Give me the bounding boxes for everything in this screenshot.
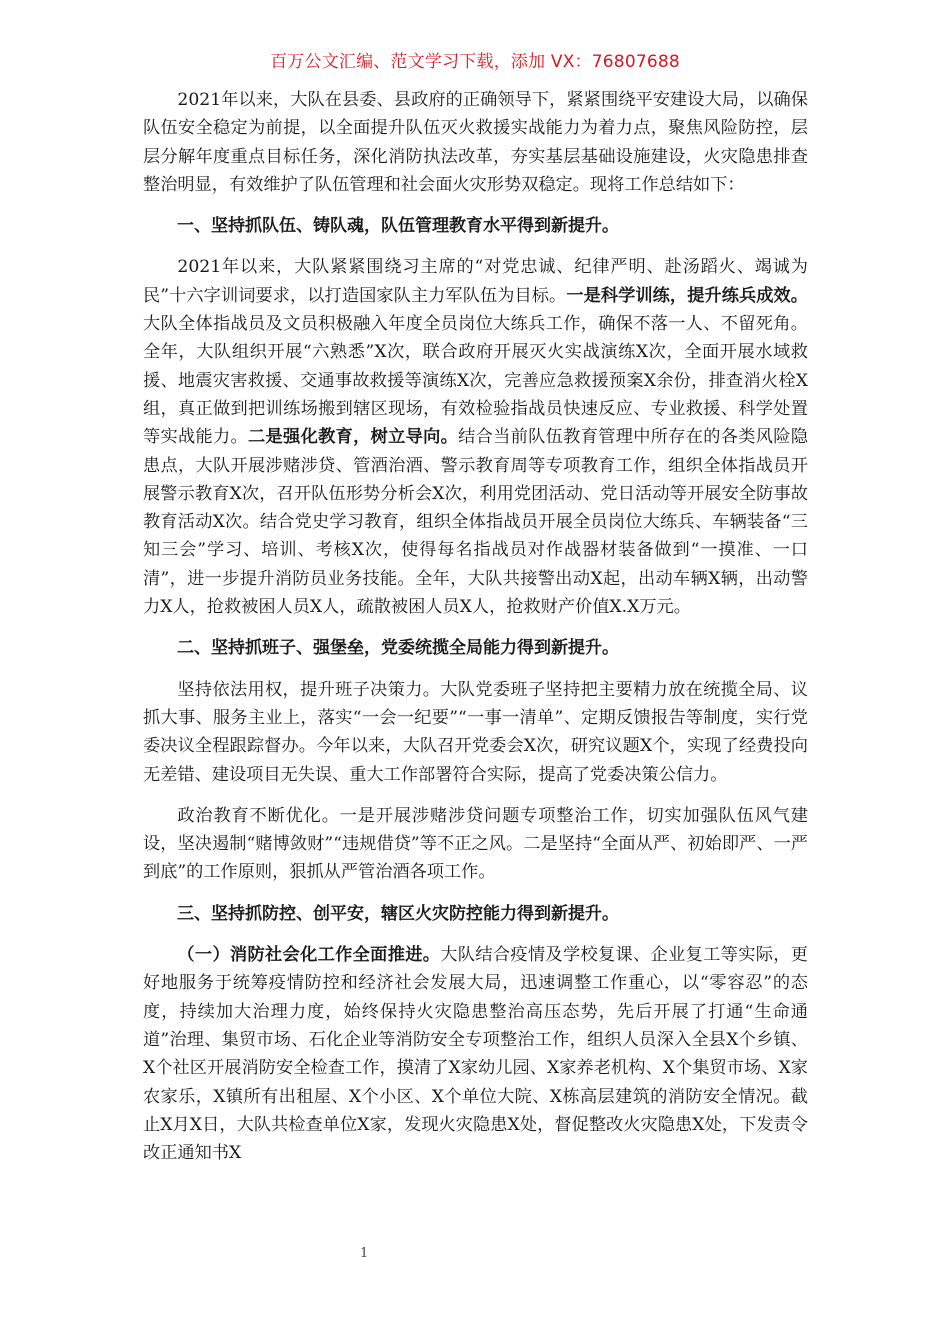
text-run: 大队全体指战员及文员积极融入年度全员岗位大练兵工作，确保不落一人、不留死角。全年，大队组织开展“六熟悉”X次，联合政府开展灭火实战演练X次，全面开展水域救援、地震灾害救援、交通事故救援等演练X次，完善应急救援预案X余份，排查消火栓X组，真正做到把训练场搬到辖区现场，有效检验指战员快速反应、专业救援、科学处置等实战能力。 [143,314,808,448]
text-run: 大队结合疫情及学校复课、企业复工等实际，更好地服务于统筹疫情防控和经济社会发展大局，迅速调整工作重心，以“零容忍”的态度，持续加大治理力度，始终保持火灾隐患整治高压态势，先后开展了打通“生命通道”治理、集贸市场、石化企业等消防安全专项整治工作，组织人员深入全县X个乡镇、X个社区开展消防安全检查工作，摸清了X家幼儿园、X家养老机构、X个集贸市场、X家农家乐，X镇所有出租屋、X个小区、X个单位大院、X栋高层建筑的消防安全情况。截止X月X日，大队共检查单位X家，发现火灾隐患X处，督促整改火灾隐患X处，下发责令改正通知书X [143,945,808,1164]
text-run: 2021年以来，大队紧紧围绕习主席的“对党忠诚、纪律严明、赴汤蹈火、竭诚为民”十六字训词要求，以打造国家队主力军队伍为目标。 [143,257,808,306]
section-2-heading: 二、坚持抓班子、强堡垒，党委统揽全局能力得到新提升。 [177,638,619,659]
section-1-heading: 一、坚持抓队伍、铸队魂，队伍管理教育水平得到新提升。 [177,216,619,237]
section-3-heading: 三、坚持抓防控、创平安，辖区火灾防控能力得到新提升。 [177,903,619,924]
page-number: 1 [360,1246,369,1261]
document-body [143,86,808,1167]
section-2-paragraph-2: 政治教育不断优化。一是开展涉赌涉贷问题专项整治工作，切实加强队伍风气建设，坚决遏制“赌博敛财”“违规借贷”等不正之风。二是坚持“全面从严、初始即严、一严到底”的工作原则，狠抓从严管治酒各项工作。 [143,805,808,883]
bold-run: 一是科学训练，提升练兵成效。 [566,285,808,306]
watermark-banner: 百万公文汇编、范文学习下载，添加 VX：76807688 [270,52,680,72]
bold-run: （一）消防社会化工作全面推进。 [177,945,441,966]
bold-run: 二是强化教育，树立导向。 [248,427,459,448]
section-3-paragraph-1 [143,941,808,1167]
section-2-paragraph-1: 坚持依法用权，提升班子决策力。大队党委班子坚持把主要精力放在统揽全局、议抓大事、服务主业上，落实“一会一纪要”“一事一清单”、定期反馈报告等制度，实行党委决议全程跟踪督办。今年以来，大队召开党委会X次，研究议题X个，实现了经费投向无差错、建设项目无失误、重大工作部署符合实际，提高了党委决策公信力。 [143,679,808,785]
text-run: 结合当前队伍教育管理中所存在的各类风险隐患点，大队开展涉赌涉贷、管酒治酒、警示教育周等专项教育工作，组织全体指战员开展警示教育X次，召开队伍形势分析会X次，利用党团活动、党日活动等开展安全防事故教育活动X次。结合党史学习教育，组织全体指战员开展全员岗位大练兵、车辆装备“三知三会”学习、培训、考核X次，使得每名指战员对作战器材装备做到“一摸准、一口清”，进一步提升消防员业务技能。全年，大队共接警出动X起，出动车辆X辆，出动警力X人，抢救被困人员X人，疏散被困人员X人，抢救财产价值X.X万元。 [143,427,808,618]
intro-paragraph: 2021年以来，大队在县委、县政府的正确领导下，紧紧围绕平安建设大局，以确保队伍安全稳定为前提，以全面提升队伍灭火救援实战能力为着力点，聚焦风险防控，层层分解年度重点目标任务，深化消防执法改革，夯实基层基础设施建设，火灾隐患排查整治明显，有效维护了队伍管理和社会面火灾形势双稳定。现将工作总结如下： [143,90,808,195]
section-1-paragraph [143,253,808,621]
